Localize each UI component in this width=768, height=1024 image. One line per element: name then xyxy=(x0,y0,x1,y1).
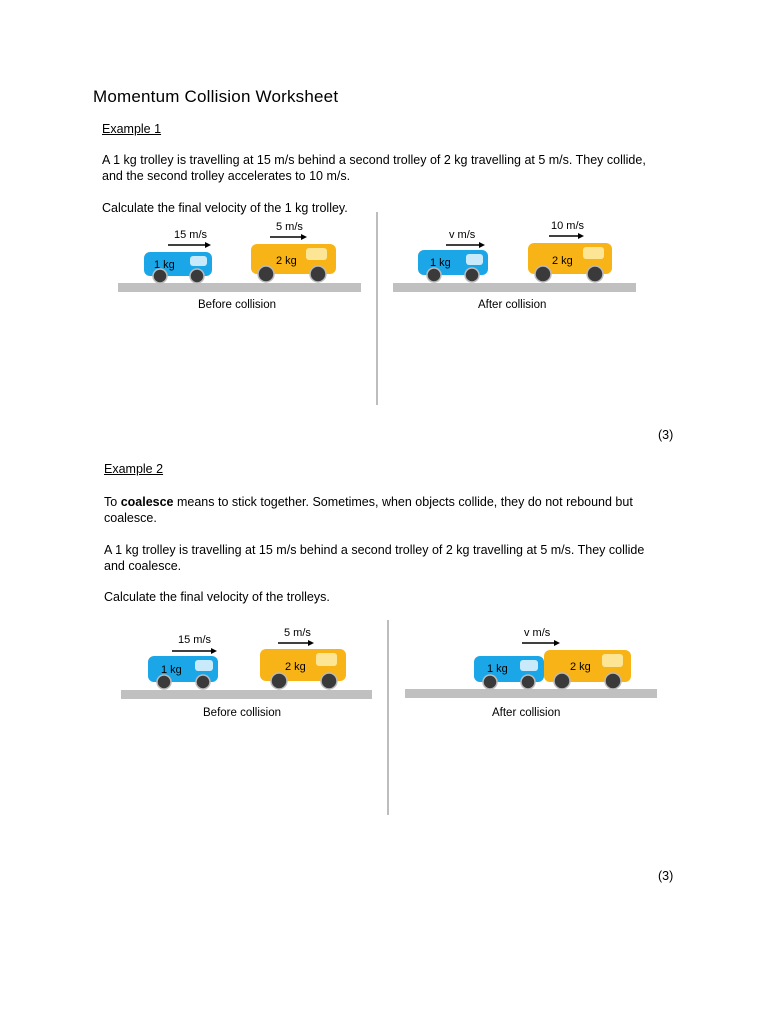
example2-after-caption: After collision xyxy=(492,707,561,719)
example1-para-line2: and the second trolley accelerates to 10 m/s. xyxy=(102,169,351,183)
example2-after-v: v m/s xyxy=(524,627,551,639)
example2-after-trolley-2kg xyxy=(544,650,631,689)
example1-after-mass1: 1 kg xyxy=(430,257,451,269)
example2-before-ground xyxy=(121,690,372,699)
example2-after-mass2: 2 kg xyxy=(570,661,591,673)
example1-heading: Example 1 xyxy=(102,122,162,136)
example2-marks: (3) xyxy=(658,869,674,883)
example2-heading: Example 2 xyxy=(104,462,164,476)
example2-before-mass2: 2 kg xyxy=(285,661,306,673)
example2-after-mass1: 1 kg xyxy=(487,663,508,675)
example2-after-trolley-1kg xyxy=(474,656,544,689)
example2-before-trolley-1kg xyxy=(148,656,218,689)
example1-after-v2: 10 m/s xyxy=(551,220,585,232)
example2-before-v2: 5 m/s xyxy=(284,627,311,639)
example1-after-trolley-2kg xyxy=(528,243,612,282)
example2-before-mass1: 1 kg xyxy=(161,664,182,676)
example1-before-trolley-2kg xyxy=(251,244,336,282)
coalesce-term: coalesce xyxy=(120,495,174,509)
example1-after-trolley-1kg xyxy=(418,250,488,282)
example1-before-ground xyxy=(118,283,361,292)
example1-before-mass1: 1 kg xyxy=(154,259,175,271)
example2-before-caption: Before collision xyxy=(203,707,281,719)
example2-before-v1: 15 m/s xyxy=(178,634,212,646)
example2-para-line2: and coalesce. xyxy=(104,559,182,573)
example2-figure xyxy=(0,600,768,820)
example1-para-line1: A 1 kg trolley is travelling at 15 m/s behind a second trolley of 2 kg travelling at 5 m/s. They collide, xyxy=(102,153,646,167)
example1-after-mass2: 2 kg xyxy=(552,255,573,267)
example2-before-trolley-2kg xyxy=(260,649,346,689)
example1-marks: (3) xyxy=(658,428,674,442)
example1-before-v1: 15 m/s xyxy=(174,229,208,241)
example1-before-caption: Before collision xyxy=(198,299,276,311)
worksheet-title: Momentum Collision Worksheet xyxy=(93,87,339,106)
example1-after-ground xyxy=(393,283,636,292)
example2-definition-line2: coalesce. xyxy=(104,511,157,525)
example2-definition xyxy=(104,494,664,526)
example2-question: Calculate the final velocity of the trolleys. xyxy=(104,590,330,604)
example1-before-v2: 5 m/s xyxy=(276,221,303,233)
example1-before-trolley-1kg xyxy=(144,252,212,283)
example1-question: Calculate the final velocity of the 1 kg trolley. xyxy=(102,201,348,215)
example1-figure xyxy=(0,0,768,420)
example2-definition-line1: To coalesce means to stick together. Sometimes, when objects collide, they do not rebound but xyxy=(104,495,633,509)
example2-after-ground xyxy=(405,689,657,698)
example2-para-line1: A 1 kg trolley is travelling at 15 m/s behind a second trolley of 2 kg travelling at 5 m/s. They collide xyxy=(104,543,645,557)
example1-after-v1: v m/s xyxy=(449,229,476,241)
example2-paragraph xyxy=(104,542,674,574)
example1-before-mass2: 2 kg xyxy=(276,255,297,267)
example1-after-caption: After collision xyxy=(478,299,547,311)
